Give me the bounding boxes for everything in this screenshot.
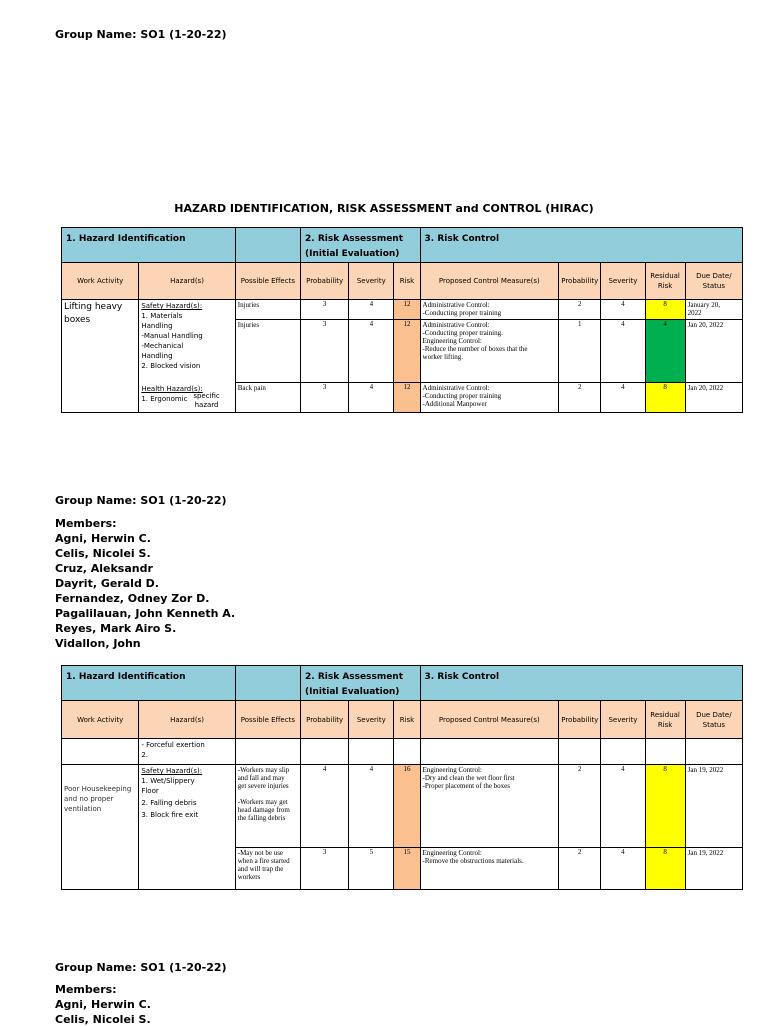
section-hazard-identification: 1. Hazard Identification <box>62 228 236 263</box>
due-date-cell: Jan 19, 2022 <box>685 765 742 848</box>
control-cell: Administrative Control: -Conducting proper training. Engineering Control: -Reduce the number of boxes that the worker lifting. <box>420 320 559 383</box>
col-hazards: Hazard(s) <box>139 263 235 300</box>
section-risk-assessment: 2. Risk Assessment (Initial Evaluation) <box>301 228 421 263</box>
effect-cell: Injuries <box>235 320 300 383</box>
col-severity: Severity <box>349 701 394 739</box>
col-residual-probability: Probability <box>559 701 601 739</box>
hazard-cell: Safety Hazard(s): 1. Wet/Slippery Floor 2. Falling debris 3. Block fire exit <box>139 765 235 890</box>
col-residual-probability: Probability <box>559 263 601 300</box>
residual-risk-cell: 8 <box>645 765 685 848</box>
hirac-table-2 <box>61 665 743 890</box>
residual-probability-cell: 2 <box>559 383 601 413</box>
section-risk-control: 3. Risk Control <box>420 666 742 701</box>
residual-severity-cell: 4 <box>601 383 645 413</box>
due-date-cell: Jan 20, 2022 <box>685 383 742 413</box>
section-risk-control: 3. Risk Control <box>420 228 742 263</box>
residual-risk-cell: 4 <box>645 320 685 383</box>
group-name-heading: Group Name: SO1 (1-20-22) <box>55 28 227 41</box>
col-due-date: Due Date/ Status <box>685 263 742 300</box>
col-possible-effects: Possible Effects <box>235 701 300 739</box>
col-residual-severity: Severity <box>601 701 645 739</box>
residual-risk-cell: 8 <box>645 383 685 413</box>
col-control-measures: Proposed Control Measure(s) <box>420 263 559 300</box>
members-list: Members: Agni, Herwin C. Celis, Nicolei S. Cruz, Aleksandr Dayrit, Gerald D. Fernandez, Odney Zor D. Pagalilauan, John Kenneth A. Reyes, Mark Airo S. Vidallon, John <box>55 517 236 650</box>
work-activity-cell: Poor Housekeeping and no proper ventilation <box>62 765 139 890</box>
col-risk: Risk <box>394 263 420 300</box>
residual-severity-cell: 4 <box>601 765 645 848</box>
col-probability: Probability <box>301 701 349 739</box>
control-cell: Administrative Control: -Conducting proper training <box>420 300 559 320</box>
col-risk: Risk <box>394 701 420 739</box>
severity-cell: 5 <box>349 848 394 890</box>
section-risk-assessment: 2. Risk Assessment (Initial Evaluation) <box>301 666 421 701</box>
section-hazard-identification: 1. Hazard Identification <box>62 666 236 701</box>
risk-cell: 12 <box>394 300 420 320</box>
hirac-table-1 <box>61 227 743 413</box>
work-activity-cell: Lifting heavy boxes <box>62 300 139 413</box>
col-severity: Severity <box>349 263 394 300</box>
risk-cell: 16 <box>394 765 420 848</box>
document-title: HAZARD IDENTIFICATION, RISK ASSESSMENT and CONTROL (HIRAC) <box>174 202 594 215</box>
hazard-continuation-cell: - Forceful exertion 2. <box>139 739 235 765</box>
residual-severity-cell: 4 <box>601 320 645 383</box>
residual-probability-cell: 2 <box>559 300 601 320</box>
residual-risk-cell: 8 <box>645 848 685 890</box>
severity-cell: 4 <box>349 383 394 413</box>
control-cell: Engineering Control: -Remove the obstructions materials. <box>420 848 559 890</box>
effect-cell: Back pain <box>235 383 300 413</box>
due-date-cell: Jan 20, 2022 <box>685 320 742 383</box>
effect-cell: Injuries <box>235 300 300 320</box>
effect-cell: -May not be use when a fire started and will trap the workers <box>235 848 300 890</box>
col-residual-risk: Residual Risk <box>645 263 685 300</box>
col-control-measures: Proposed Control Measure(s) <box>420 701 559 739</box>
probability-cell: 4 <box>301 765 349 848</box>
residual-severity-cell: 4 <box>601 848 645 890</box>
probability-cell: 3 <box>301 383 349 413</box>
col-residual-risk: Residual Risk <box>645 701 685 739</box>
probability-cell: 3 <box>301 320 349 383</box>
residual-probability-cell: 2 <box>559 848 601 890</box>
severity-cell: 4 <box>349 300 394 320</box>
col-probability: Probability <box>301 263 349 300</box>
due-date-cell: Jan 19, 2022 <box>685 848 742 890</box>
due-date-cell: January 20, 2022 <box>685 300 742 320</box>
hazard-cell: Safety Hazard(s): 1. Materials Handling -Manual Handling -Mechanical Handling 2. Blocked vision <box>139 300 235 383</box>
probability-cell: 3 <box>301 300 349 320</box>
effect-cell: -Workers may slip and fall and may get severe injuries -Workers may get head damage from the falling debris <box>235 765 300 848</box>
risk-cell: 12 <box>394 320 420 383</box>
col-work-activity: Work Activity <box>62 263 139 300</box>
col-work-activity: Work Activity <box>62 701 139 739</box>
risk-cell: 15 <box>394 848 420 890</box>
col-residual-severity: Severity <box>601 263 645 300</box>
severity-cell: 4 <box>349 320 394 383</box>
control-cell: Administrative Control: -Conducting proper training -Additional Manpower <box>420 383 559 413</box>
severity-cell: 4 <box>349 765 394 848</box>
col-possible-effects: Possible Effects <box>235 263 300 300</box>
group-name-heading: Group Name: SO1 (1-20-22) <box>55 494 227 507</box>
residual-risk-cell: 8 <box>645 300 685 320</box>
members-list: Members: Agni, Herwin C. Celis, Nicolei S. <box>55 983 151 1026</box>
col-hazards: Hazard(s) <box>139 701 235 739</box>
residual-probability-cell: 1 <box>559 320 601 383</box>
control-cell: Engineering Control: -Dry and clean the wet floor first -Proper placement of the boxes <box>420 765 559 848</box>
probability-cell: 3 <box>301 848 349 890</box>
health-hazard-cell: Health Hazard(s): 1. Ergonomic specific hazard <box>139 383 235 413</box>
residual-severity-cell: 4 <box>601 300 645 320</box>
group-name-heading: Group Name: SO1 (1-20-22) <box>55 961 227 974</box>
residual-probability-cell: 2 <box>559 765 601 848</box>
risk-cell: 12 <box>394 383 420 413</box>
col-due-date: Due Date/ Status <box>685 701 742 739</box>
